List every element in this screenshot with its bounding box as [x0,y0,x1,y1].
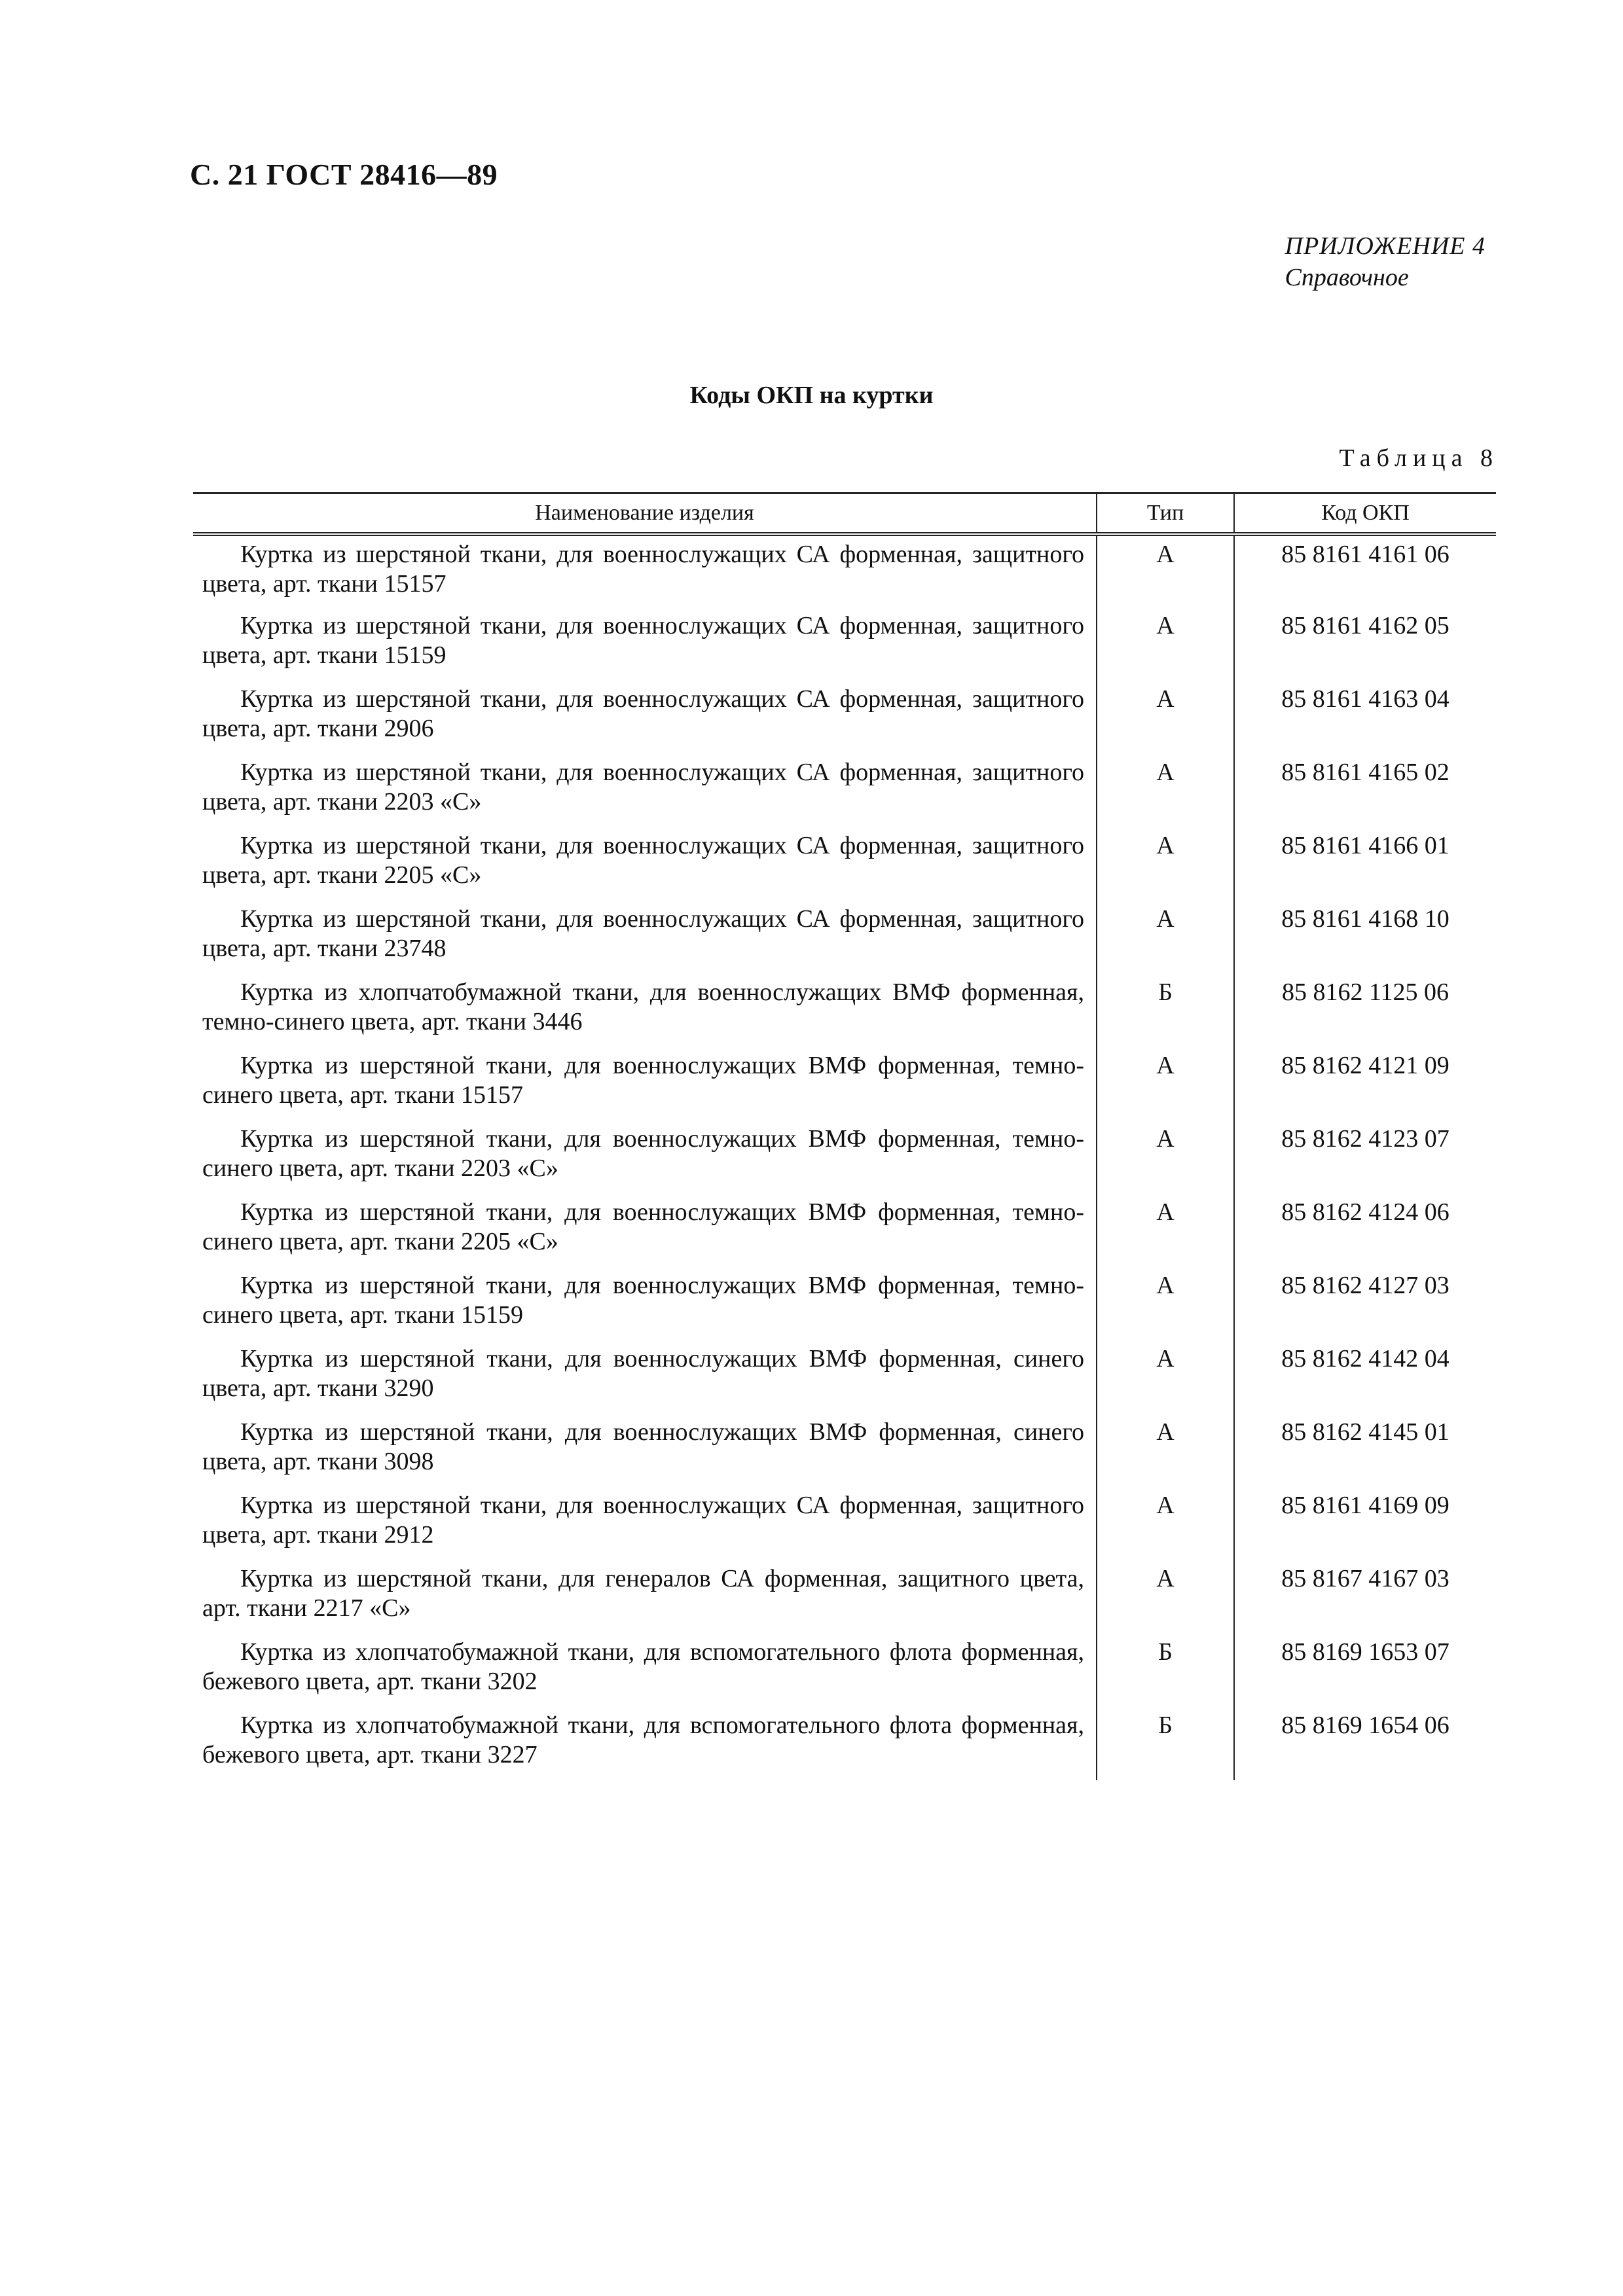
table-row [193,607,1496,681]
okp-code-cell: 85 8161 4161 06 [1234,534,1496,607]
okp-code-cell: 85 8162 4124 06 [1234,1194,1496,1267]
column-header-name: Наименование изделия [193,493,1097,535]
product-name-cell: Куртка из шерстяной ткани, для военнослужащих СА форменная, защитного цвета, арт. ткани 15159 [202,612,1084,669]
okp-code-cell: 85 8161 4168 10 [1234,901,1496,974]
type-cell: А [1097,1267,1234,1340]
product-name-cell: Куртка из шерстяной ткани, для военнослужащих ВМФ форменная, синего цвета, арт. ткани 3290 [202,1345,1084,1402]
type-cell: А [1097,827,1234,901]
okp-code-cell: 85 8161 4163 04 [1234,681,1496,754]
okp-codes-table-wrapper [193,492,1496,1780]
table-row [193,974,1496,1047]
okp-code-cell: 85 8162 4127 03 [1234,1267,1496,1340]
table-row [193,827,1496,901]
table-row [193,901,1496,974]
type-cell: А [1097,901,1234,974]
appendix-subtitle: Справочное [1285,264,1409,291]
type-cell: А [1097,1414,1234,1487]
product-name-cell: Куртка из шерстяной ткани, для военнослужащих СА форменная, защитного цвета, арт. ткани 2203 «С» [202,759,1084,816]
table-row [193,1560,1496,1634]
table-body [193,534,1496,1780]
okp-code-cell: 85 8162 1125 06 [1234,974,1496,1047]
product-name-cell: Куртка из шерстяной ткани, для генералов СА форменная, защитного цвета, арт. ткани 2217 «С» [202,1565,1084,1622]
appendix-block [1285,230,1486,293]
type-cell: А [1097,1121,1234,1194]
appendix-title: ПРИЛОЖЕНИЕ 4 [1285,232,1486,260]
table-row [193,534,1496,607]
type-cell: А [1097,1340,1234,1414]
okp-code-cell: 85 8167 4167 03 [1234,1560,1496,1634]
type-cell: А [1097,681,1234,754]
okp-code-cell: 85 8162 4123 07 [1234,1121,1496,1194]
type-cell: А [1097,1487,1234,1560]
okp-code-cell: 85 8162 4121 09 [1234,1047,1496,1121]
type-cell: А [1097,1194,1234,1267]
page-header: С. 21 ГОСТ 28416—89 [190,158,498,191]
type-cell: Б [1097,1634,1234,1707]
product-name-cell: Куртка из шерстяной ткани, для военнослужащих ВМФ форменная, синего цвета, арт. ткани 3098 [202,1418,1084,1475]
product-name-cell: Куртка из хлопчатобумажной ткани, для вспомогательного флота форменная, бежевого цвета, арт. ткани 3202 [202,1638,1084,1695]
okp-code-cell: 85 8162 4145 01 [1234,1414,1496,1487]
table-row [193,1634,1496,1707]
type-cell: А [1097,1047,1234,1121]
product-name-cell: Куртка из хлопчатобумажной ткани, для вспомогательного флота форменная, бежевого цвета, арт. ткани 3227 [202,1712,1084,1768]
table-row [193,1707,1496,1780]
product-name-cell: Куртка из шерстяной ткани, для военнослужащих ВМФ форменная, темно-синего цвета, арт. ткани 15159 [202,1272,1084,1329]
okp-code-cell: 85 8161 4165 02 [1234,754,1496,827]
product-name-cell: Куртка из хлопчатобумажной ткани, для военнослужащих ВМФ форменная, темно-синего цвета, арт. ткани 3446 [202,978,1084,1035]
type-cell: А [1097,1560,1234,1634]
type-cell: Б [1097,974,1234,1047]
table-row [193,681,1496,754]
table-row [193,1194,1496,1267]
product-name-cell: Куртка из шерстяной ткани, для военнослужащих СА форменная, защитного цвета, арт. ткани 15157 [202,541,1084,598]
okp-code-cell: 85 8169 1654 06 [1234,1707,1496,1780]
table-header-row [193,493,1496,535]
product-name-cell: Куртка из шерстяной ткани, для военнослужащих ВМФ форменная, темно-синего цвета, арт. ткани 15157 [202,1052,1084,1109]
column-header-type: Тип [1097,493,1234,535]
product-name-cell: Куртка из шерстяной ткани, для военнослужащих ВМФ форменная, темно-синего цвета, арт. ткани 2205 «С» [202,1198,1084,1255]
okp-code-cell: 85 8161 4169 09 [1234,1487,1496,1560]
okp-code-cell: 85 8161 4162 05 [1234,607,1496,681]
product-name-cell: Куртка из шерстяной ткани, для военнослужащих СА форменная, защитного цвета, арт. ткани 2912 [202,1492,1084,1549]
type-cell: Б [1097,1707,1234,1780]
table-row [193,1414,1496,1487]
type-cell: А [1097,754,1234,827]
okp-codes-table [193,492,1496,1780]
table-row [193,754,1496,827]
product-name-cell: Куртка из шерстяной ткани, для военнослужащих СА форменная, защитного цвета, арт. ткани 23748 [202,905,1084,962]
okp-code-cell: 85 8162 4142 04 [1234,1340,1496,1414]
column-header-code: Код ОКП [1234,493,1496,535]
table-label: Таблица 8 [1339,444,1499,472]
okp-code-cell: 85 8161 4166 01 [1234,827,1496,901]
table-row [193,1267,1496,1340]
document-title: Коды ОКП на куртки [689,382,934,409]
product-name-cell: Куртка из шерстяной ткани, для военнослужащих СА форменная, защитного цвета, арт. ткани 2205 «С» [202,832,1084,889]
table-row [193,1047,1496,1121]
table-row [193,1340,1496,1414]
okp-code-cell: 85 8169 1653 07 [1234,1634,1496,1707]
type-cell: А [1097,607,1234,681]
table-row [193,1487,1496,1560]
product-name-cell: Куртка из шерстяной ткани, для военнослужащих ВМФ форменная, темно-синего цвета, арт. ткани 2203 «С» [202,1125,1084,1182]
type-cell: А [1097,534,1234,607]
product-name-cell: Куртка из шерстяной ткани, для военнослужащих СА форменная, защитного цвета, арт. ткани 2906 [202,685,1084,742]
table-row [193,1121,1496,1194]
